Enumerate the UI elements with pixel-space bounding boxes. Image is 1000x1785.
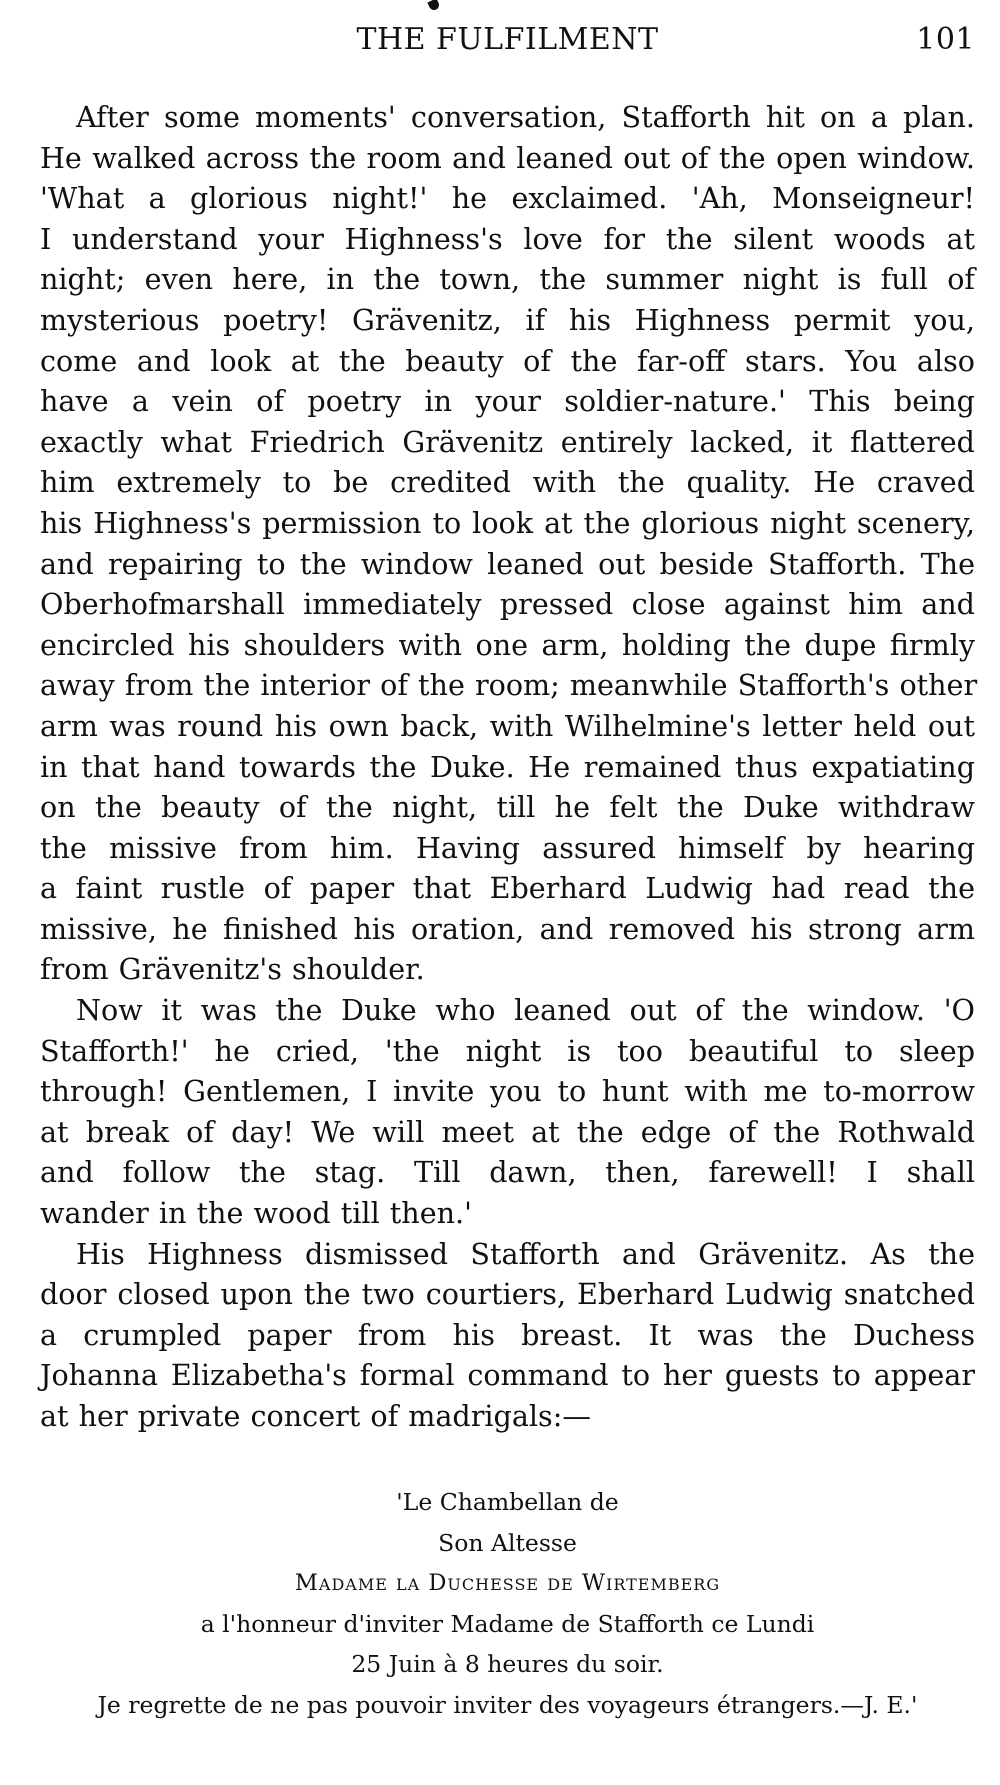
text-line: from Grävenitz's shoulder. [40, 952, 425, 987]
ink-mark [427, 0, 440, 12]
text-line: After some moments' conversation, Stafforth hit on a plan. [76, 100, 975, 134]
text-line: Oberhofmarshall immediately pressed close against him and [40, 587, 975, 622]
text-line: at her private concert of madrigals:— [40, 1399, 591, 1433]
body-text [40, 97, 978, 1437]
text-line: door closed upon the two courtiers, Eberhard Ludwig snatched [40, 1277, 975, 1312]
invitation-line-1: 'Le Chambellan de [396, 1488, 619, 1516]
text-line: on the beauty of the night, till he felt the Duke withdraw [40, 790, 975, 825]
text-line: Now it was the Duke who leaned out of the window. 'O [76, 993, 975, 1028]
chapter-title: THE FULFILMENT [356, 22, 659, 57]
text-line: and repairing to the window leaned out beside Stafforth. The [40, 546, 975, 581]
invitation-line-5: 25 Juin à 8 heures du soir. [351, 1650, 664, 1678]
text-line: encircled his shoulders with one arm, holding the dupe firmly [40, 627, 975, 662]
text-line: Johanna Elizabetha's formal command to her guests to appear [40, 1358, 975, 1393]
text-line: a faint rustle of paper that Eberhard Ludwig had read the [40, 871, 975, 906]
text-line: arm was round his own back, with Wilhelmine's letter held out [40, 708, 975, 743]
text-line: at break of day! We will meet at the edge of the Rothwald [40, 1114, 975, 1149]
text-line: Stafforth!' he cried, 'the night is too beautiful to sleep [40, 1033, 975, 1068]
running-head [40, 22, 975, 62]
invitation-line-3: Madame la Duchesse de Wirtemberg [294, 1570, 721, 1596]
text-line: in that hand towards the Duke. He remained thus expatiating [40, 749, 975, 784]
text-line: night; even here, in the town, the summer night is full of [40, 262, 975, 297]
text-line: wander in the wood till then.' [40, 1196, 472, 1231]
text-line: He walked across the room and leaned out of the open window. [40, 140, 975, 175]
invitation-signoff: Je regrette de ne pas pouvoir inviter des voyageurs étrangers.—J. E.' [97, 1690, 918, 1719]
text-line: exactly what Friedrich Grävenitz entirely lacked, it flattered [40, 424, 975, 459]
text-line: a crumpled paper from his breast. It was the Duchess [40, 1317, 975, 1352]
text-line: him extremely to be credited with the quality. He craved [40, 465, 975, 500]
text-line: through! Gentlemen, I invite you to hunt with me to-morrow [40, 1074, 975, 1109]
text-line: 'What a glorious night!' he exclaimed. 'Ah, Monseigneur! [40, 181, 975, 216]
invitation-line-2: Son Altesse [438, 1528, 577, 1557]
page-number: 101 [916, 22, 975, 57]
text-line: and follow the stag. Till dawn, then, farewell! I shall [40, 1155, 975, 1190]
text-line: have a vein of poetry in your soldier-nature.' This being [40, 384, 975, 419]
invitation-line-4: a l'honneur d'inviter Madame de Stafforth ce Lundi [200, 1609, 815, 1638]
text-line: the missive from him. Having assured himself by hearing [40, 830, 975, 865]
text-line: I understand your Highness's love for the silent woods at [40, 221, 975, 256]
text-line: mysterious poetry! Grävenitz, if his Highness permit you, [40, 302, 975, 337]
text-line: His Highness dismissed Stafforth and Grävenitz. As the [76, 1236, 975, 1271]
text-line: away from the interior of the room; meanwhile Stafforth's other [40, 668, 978, 703]
text-line: his Highness's permission to look at the glorious night scenery, [40, 505, 975, 540]
invitation-card [40, 1482, 975, 1725]
text-line: come and look at the beauty of the far-off stars. You also [40, 343, 975, 378]
text-line: missive, he finished his oration, and removed his strong arm [40, 911, 975, 946]
